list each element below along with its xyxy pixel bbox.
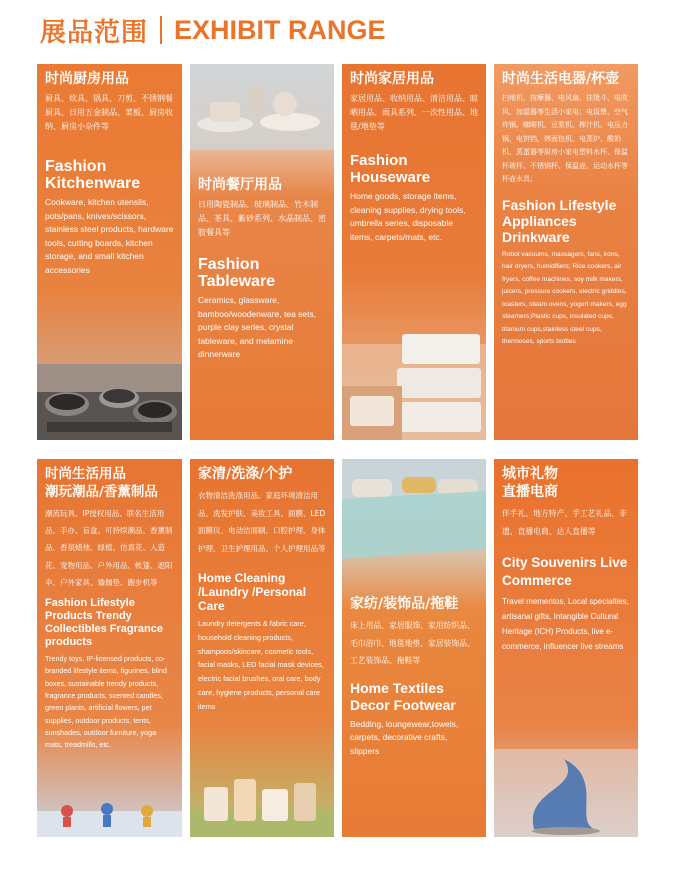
card-desc-cn: 伴手礼、地方特产、手工艺礼品、非遗、直播电商、达人直播等	[502, 509, 627, 536]
card-title-cn: 时尚餐厅用品	[198, 177, 282, 193]
card-title-en: Home Cleaning /Laundry /Personal Care	[198, 571, 307, 613]
page-title-en: EXHIBIT RANGE	[174, 14, 386, 45]
card-cleaning	[190, 459, 334, 837]
card-title-cn: 城市礼物 直播电商	[502, 466, 558, 500]
card-desc-cn: 家居用品、收纳用品、清洁用品、晾晒用品、雨具系列、一次性用品、地毯/地垫等	[350, 94, 478, 131]
bedding-photo	[342, 459, 486, 579]
card-desc-cn: 潮流玩具、IP授权用品、联名生活用品、手办、盲盒、可持续潮品、香薰制品、香氛蜡烛、绿植、仿真花、人造花、宠物用品、户外用品、帐篷、遮阳伞、户外家具、瑜伽垫、跑步机等	[45, 509, 173, 587]
card-title-en: Home Textiles Decor Footwear	[350, 679, 456, 713]
tableware-photo	[190, 64, 334, 150]
card-title-en: City Souvenirs Live Commerce	[502, 555, 628, 588]
title-divider	[160, 16, 162, 44]
card-desc-en: Cookware, kitchen utensils, pots/pans, knives/scissors, stainless steel products, hardware tools, cutting boards, kitchen storage, and small kitchen accessories	[45, 197, 174, 275]
card-desc-cn: 扫地机、按摩器、电风扇、挂烫斗、电吹风、加湿器等生活小家电；电饭煲、空气炸锅、咖啡机、豆浆机、榨汁机、电压力锅、电饼铛、烤面包机、电蒸炉、酸奶机、蒸蛋器等厨房小家电塑料水杯、保温杯玻杯、不锈钢杯、保温壶、运动水杯等杯壶水具；	[502, 94, 628, 183]
card-title-en: Fashion Lifestyle Appliances Drinkware	[502, 196, 617, 245]
card-tableware	[190, 64, 334, 440]
card-title-cn: 时尚厨房用品	[45, 71, 129, 87]
card-title-cn: 家清/洗涤/个护	[198, 466, 293, 482]
card-desc-cn: 床上用品、家居服饰、家用纺织品、毛巾浴巾、地毯地垫、家居装饰品、工艺装饰品、拖鞋等	[350, 621, 475, 665]
card-title-en: Fashion Kitchenware	[45, 158, 141, 192]
card-title-en: Fashion Tableware	[198, 256, 276, 290]
page-title-cn: 展品范围	[40, 17, 149, 48]
card-desc-en: Trendy toys, IP-licensed products, co-branded lifestyle items, figurines, blind boxes, sustainable trendy products, fragrance products, scented candles, green plants, artificial flowers, pet supplies, outdoor products, tents, sunshades, outdoor furniture, yoga mats, treadmills, etc.	[45, 654, 167, 750]
card-title-cn: 家纺/装饰品/拖鞋	[350, 596, 459, 612]
card-title-en: Fashion Houseware	[350, 152, 431, 186]
page-header	[40, 10, 386, 50]
card-desc-en: Ceramics, glassware, bamboo/woodenware, tea sets, purple clay series, crystal tableware, and melamine dinnerware	[198, 295, 317, 359]
card-title-cn: 时尚生活电器/杯壶	[502, 71, 620, 87]
card-title-cn: 时尚家居用品	[350, 71, 434, 87]
card-lifestyle	[37, 459, 182, 837]
card-gifts	[494, 459, 638, 837]
cookware-photo	[37, 364, 182, 440]
collectibles-photo	[37, 791, 182, 837]
card-desc-en: Laundry detergents & fabric care, household cleaning products, shampoos/skincare, cosmetic tools, facial masks, LED facial mask devices, electric facial brushes, oral care, body care, hygiene products, personal care items	[198, 619, 324, 711]
storage-photo	[342, 314, 486, 440]
card-desc-cn: 日用陶瓷制品、玻璃制品、竹木制品、茶具、紫砂系列、水晶制品、密胺餐具等	[198, 200, 326, 237]
card-houseware	[342, 64, 486, 440]
card-title-cn: 时尚生活用品 潮玩潮品/香薰制品	[45, 466, 158, 500]
card-title-en: Fashion Lifestyle Products Trendy Collectibles Fragrance products	[45, 597, 163, 649]
card-appliances	[494, 64, 638, 440]
card-desc-cn: 厨具、炊具、锅具、刀剪、不锈钢餐厨具、日用五金制品、菜板、厨房收纳、厨房小杂件等	[45, 94, 173, 131]
sculpture-photo	[494, 749, 638, 837]
card-desc-cn: 衣物清洁洗涤用品、家庭环境清洁用品、洗发护肤、美妆工具、面膜、LED面膜仪、电动洁面刷、口腔护理、身体护理、卫生护理用品、个人护理用品等	[198, 491, 326, 553]
card-textiles	[342, 459, 486, 837]
card-desc-en: Robot vacuums, massagers, fans, irons, hair dryers, humidifiers; Rice cookers, air fryers, coffee machines, soy milk makers, juicers, pressure cookers, electric griddles, toasters, steam ovens, yogurt makers, egg steamers;Plastic cups, insulated cups, titanium cups,stainless steel cups, thermoses, sports bottles	[502, 250, 627, 345]
card-desc-en: Travel mementos, Local specialties, artisanal gifts, Intangible Cultural Heritage (ICH) Products, live e-commerce, influencer live streams	[502, 597, 629, 651]
card-desc-en: Home goods, storage items, cleaning supplies, drying tools, umbrella series, disposable items, carpets/mats, etc.	[350, 191, 466, 242]
card-kitchenware	[37, 64, 182, 440]
personal-care-photo	[190, 759, 334, 837]
card-desc-en: Bedding, loungewear,towels, carpets, decorative crafts, slippers	[350, 718, 459, 756]
